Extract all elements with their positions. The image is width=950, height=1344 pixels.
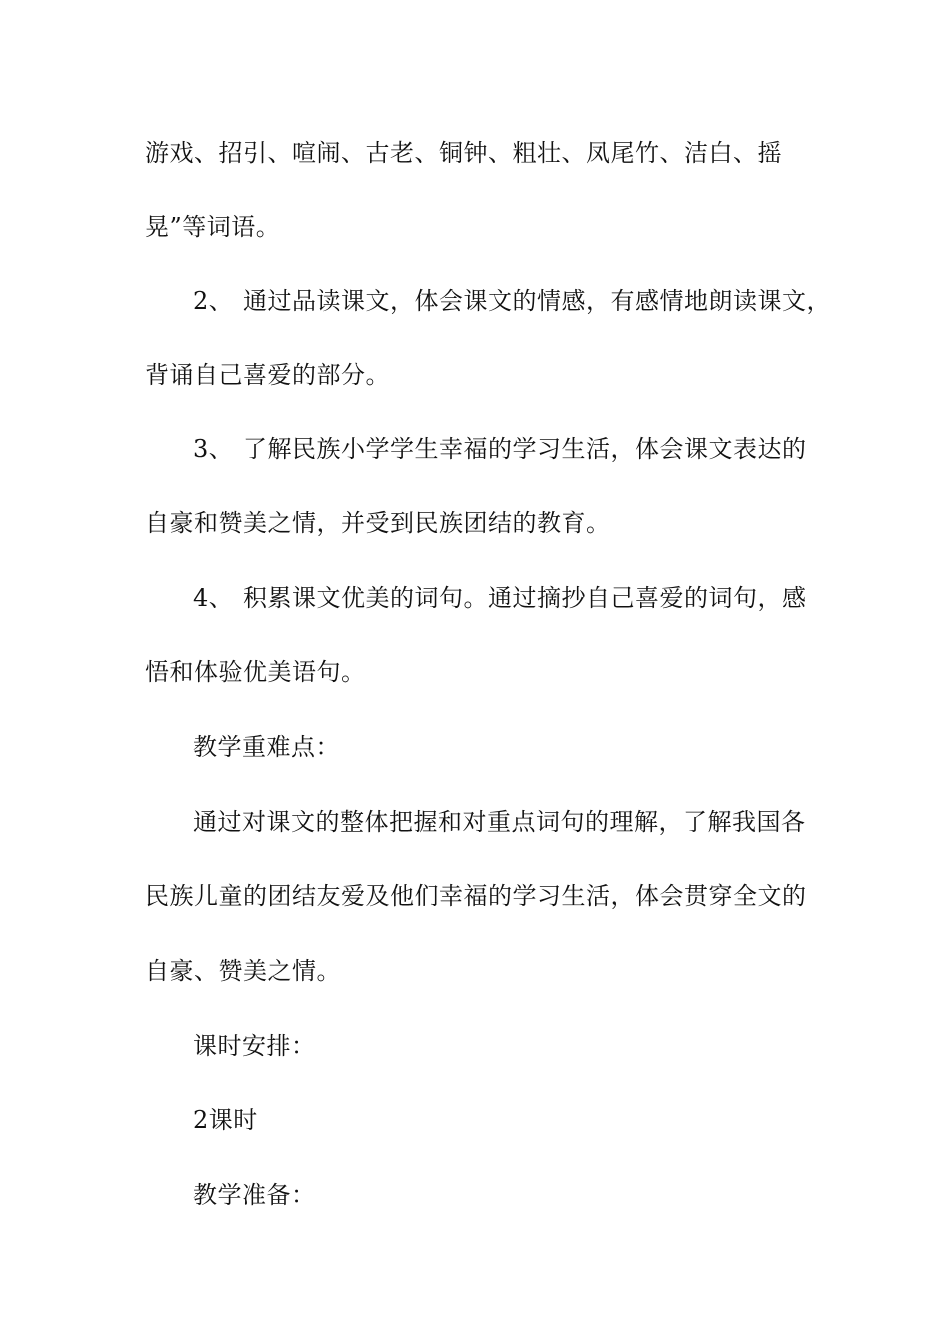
schedule-value: 2课时 bbox=[193, 1106, 258, 1134]
objective-3-line-2: 自豪和赞美之情，并受到民族团结的教育。 bbox=[145, 509, 611, 537]
objective-2-line-1 bbox=[193, 285, 873, 317]
key-points-line-2: 民族儿童的团结友爱及他们幸福的学习生活，体会贯穿全文的 bbox=[145, 882, 807, 910]
objective-1-line-2: 晃”等词语。 bbox=[145, 213, 281, 241]
key-points-line-3: 自豪、赞美之情。 bbox=[145, 957, 341, 985]
key-points-heading: 教学重难点： bbox=[193, 733, 340, 761]
schedule-heading: 课时安排： bbox=[193, 1032, 316, 1060]
objective-3-line-1 bbox=[193, 433, 873, 465]
objective-2-line-2: 背诵自己喜爱的部分。 bbox=[145, 361, 390, 389]
preparation-heading: 教学准备： bbox=[193, 1181, 316, 1209]
objective-3-text: 了解民族小学学生幸福的学习生活，体会课文表达的 bbox=[243, 435, 807, 463]
objective-1-line-1: 游戏、招引、喧闹、古老、铜钟、粗壮、凤尾竹、洁白、摇 bbox=[145, 139, 782, 167]
objective-4-text: 积累课文优美的词句。通过摘抄自己喜爱的词句，感 bbox=[243, 584, 807, 612]
objective-4-line-2: 悟和体验优美语句。 bbox=[145, 658, 366, 686]
key-points-line-1: 通过对课文的整体把握和对重点词句的理解，了解我国各 bbox=[193, 808, 806, 836]
objective-2-number: 2、 bbox=[193, 287, 234, 315]
objective-2-text: 通过品读课文，体会课文的情感，有感情地朗读课文， bbox=[243, 287, 831, 315]
objective-4-number: 4、 bbox=[193, 584, 234, 612]
objective-3-number: 3、 bbox=[193, 435, 234, 463]
objective-4-line-1 bbox=[193, 582, 873, 614]
